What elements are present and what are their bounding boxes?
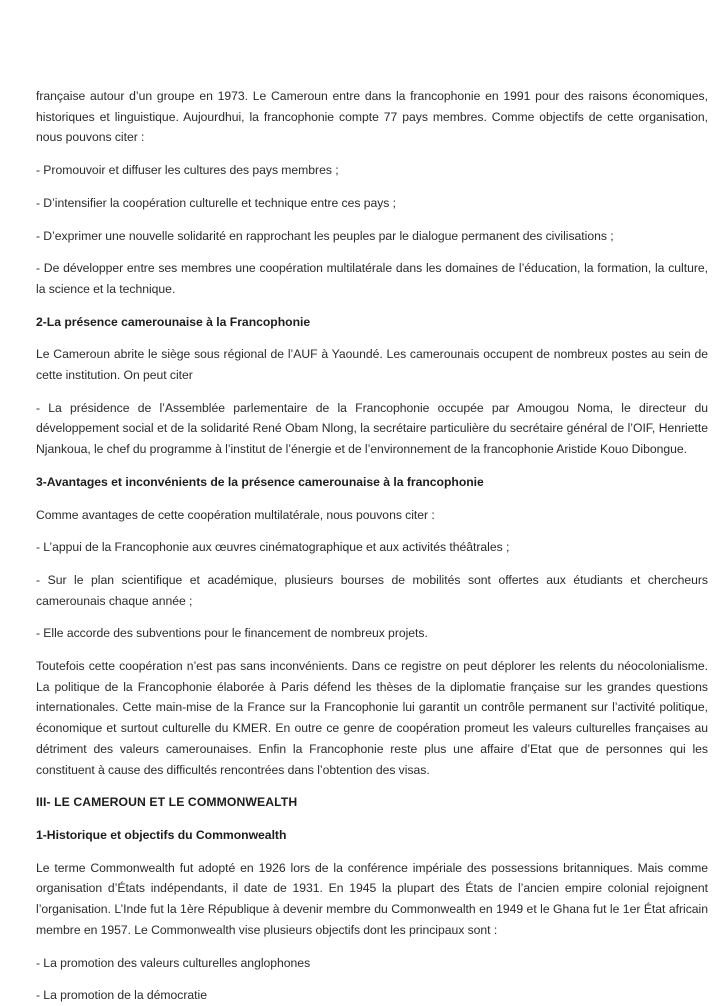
paragraph-inconvenients-neocolonialisme: Toutefois cette coopération n’est pas sans inconvénients. Dans ce registre on peut déplorer les relents du néocolonialisme. La politique de la Francophonie élaborée à Paris défend les thèses de la diplomatie française sur les grandes questions internationales. Cette main-mise de la France sur la Francophonie lui garantit un contrôle permanent sur l’activité politique, économique et surtout culturelle du KMER. En outre ce genre de coopération promeut les valeurs culturelles françaises au détriment des valeurs camerounaises. Enfin la Francophonie reste plus une affaire d’Etat que de personnes qui les constituent à cause des difficultés rencontrées dans l’obtention des visas. — [36, 659, 708, 777]
paragraph-commonwealth-historique: Le terme Commonwealth fut adopté en 1926 lors de la conférence impériale des possessions britanniques. Mais comme organisation d’États indépendants, il date de 1931. En 1945 la plupart des États de l’ancien empire colonial rejoignent l’organisation. L’Inde fut la 1ère République à devenir membre du Commonwealth en 1949 et le Ghana fut le 1er État africain membre en 1957. Le Commonwealth vise plusieurs objectifs dont les principaux sont : — [36, 860, 708, 937]
paragraph-presidence-assemblee: - La présidence de l’Assemblée parlementaire de la Francophonie occupée par Amougou Noma, le directeur du développement social et de la solidarité René Obam Nlong, la secrétaire particulière du secrétaire général de l’OIF, Henriette Njankoua, le chef du programme à l’institut de l’énergie et de l’environnement de la francophonie Aristide Kouo Dibongue. — [36, 400, 708, 457]
heading-avantages-inconvenients: 3-Avantages et inconvénients de la présence camerounaise à la francophonie — [36, 474, 484, 489]
list-item-objectif-democratie: - La promotion de la démocratie — [36, 988, 207, 1003]
document-body — [36, 86, 708, 1006]
paragraph-avantages-intro: Comme avantages de cette coopération multilatérale, nous pouvons citer : — [36, 507, 435, 522]
list-item-objectif-valeurs-anglophones: - La promotion des valeurs culturelles anglophones — [36, 955, 311, 970]
heading-historique-objectifs-commonwealth: 1-Historique et objectifs du Commonwealth — [36, 827, 287, 842]
list-item-avantage-subventions: - Elle accorde des subventions pour le financement de nombreux projets. — [36, 626, 428, 641]
heading-section-cameroun-commonwealth: III- LE CAMEROUN ET LE COMMONWEALTH — [36, 795, 298, 810]
list-item-avantage-bourses-mobilites: - Sur le plan scientifique et académique, plusieurs bourses de mobilités sont offertes aux étudiants et chercheurs camerounais chaque année ; — [36, 572, 708, 608]
paragraph-auf-yaounde: Le Cameroun abrite le siège sous régional de l’AUF à Yaoundé. Les camerounais occupent de nombreux postes au sein de cette institution. On peut citer — [36, 347, 708, 383]
list-item-objectif-exprimer: - D’exprimer une nouvelle solidarité en rapprochant les peuples par le dialogue permanent des civilisations ; — [36, 228, 614, 243]
paragraph-intro-francophonie: française autour d’un groupe en 1973. Le Cameroun entre dans la francophonie en 1991 pour des raisons économiques, historiques et linguistique. Aujourdhui, la francophonie compte 77 pays membres. Comme objectifs de cette organisation, nous pouvons citer : — [36, 89, 708, 145]
list-item-objectif-intensifier: - D’intensifier la coopération culturelle et technique entre ces pays ; — [36, 195, 397, 210]
list-item-objectif-promouvoir: - Promouvoir et diffuser les cultures des pays membres ; — [36, 163, 339, 178]
list-item-avantage-appui-francophonie: - L’appui de la Francophonie aux œuvres cinématographique et aux activités théâtrales ; — [36, 540, 510, 555]
list-item-objectif-developper: - De développer entre ses membres une coopération multilatérale dans les domaines de l’éducation, la formation, la culture, la science et la technique. — [36, 261, 708, 296]
heading-presence-camerounaise: 2-La présence camerounaise à la Francophonie — [36, 314, 311, 329]
